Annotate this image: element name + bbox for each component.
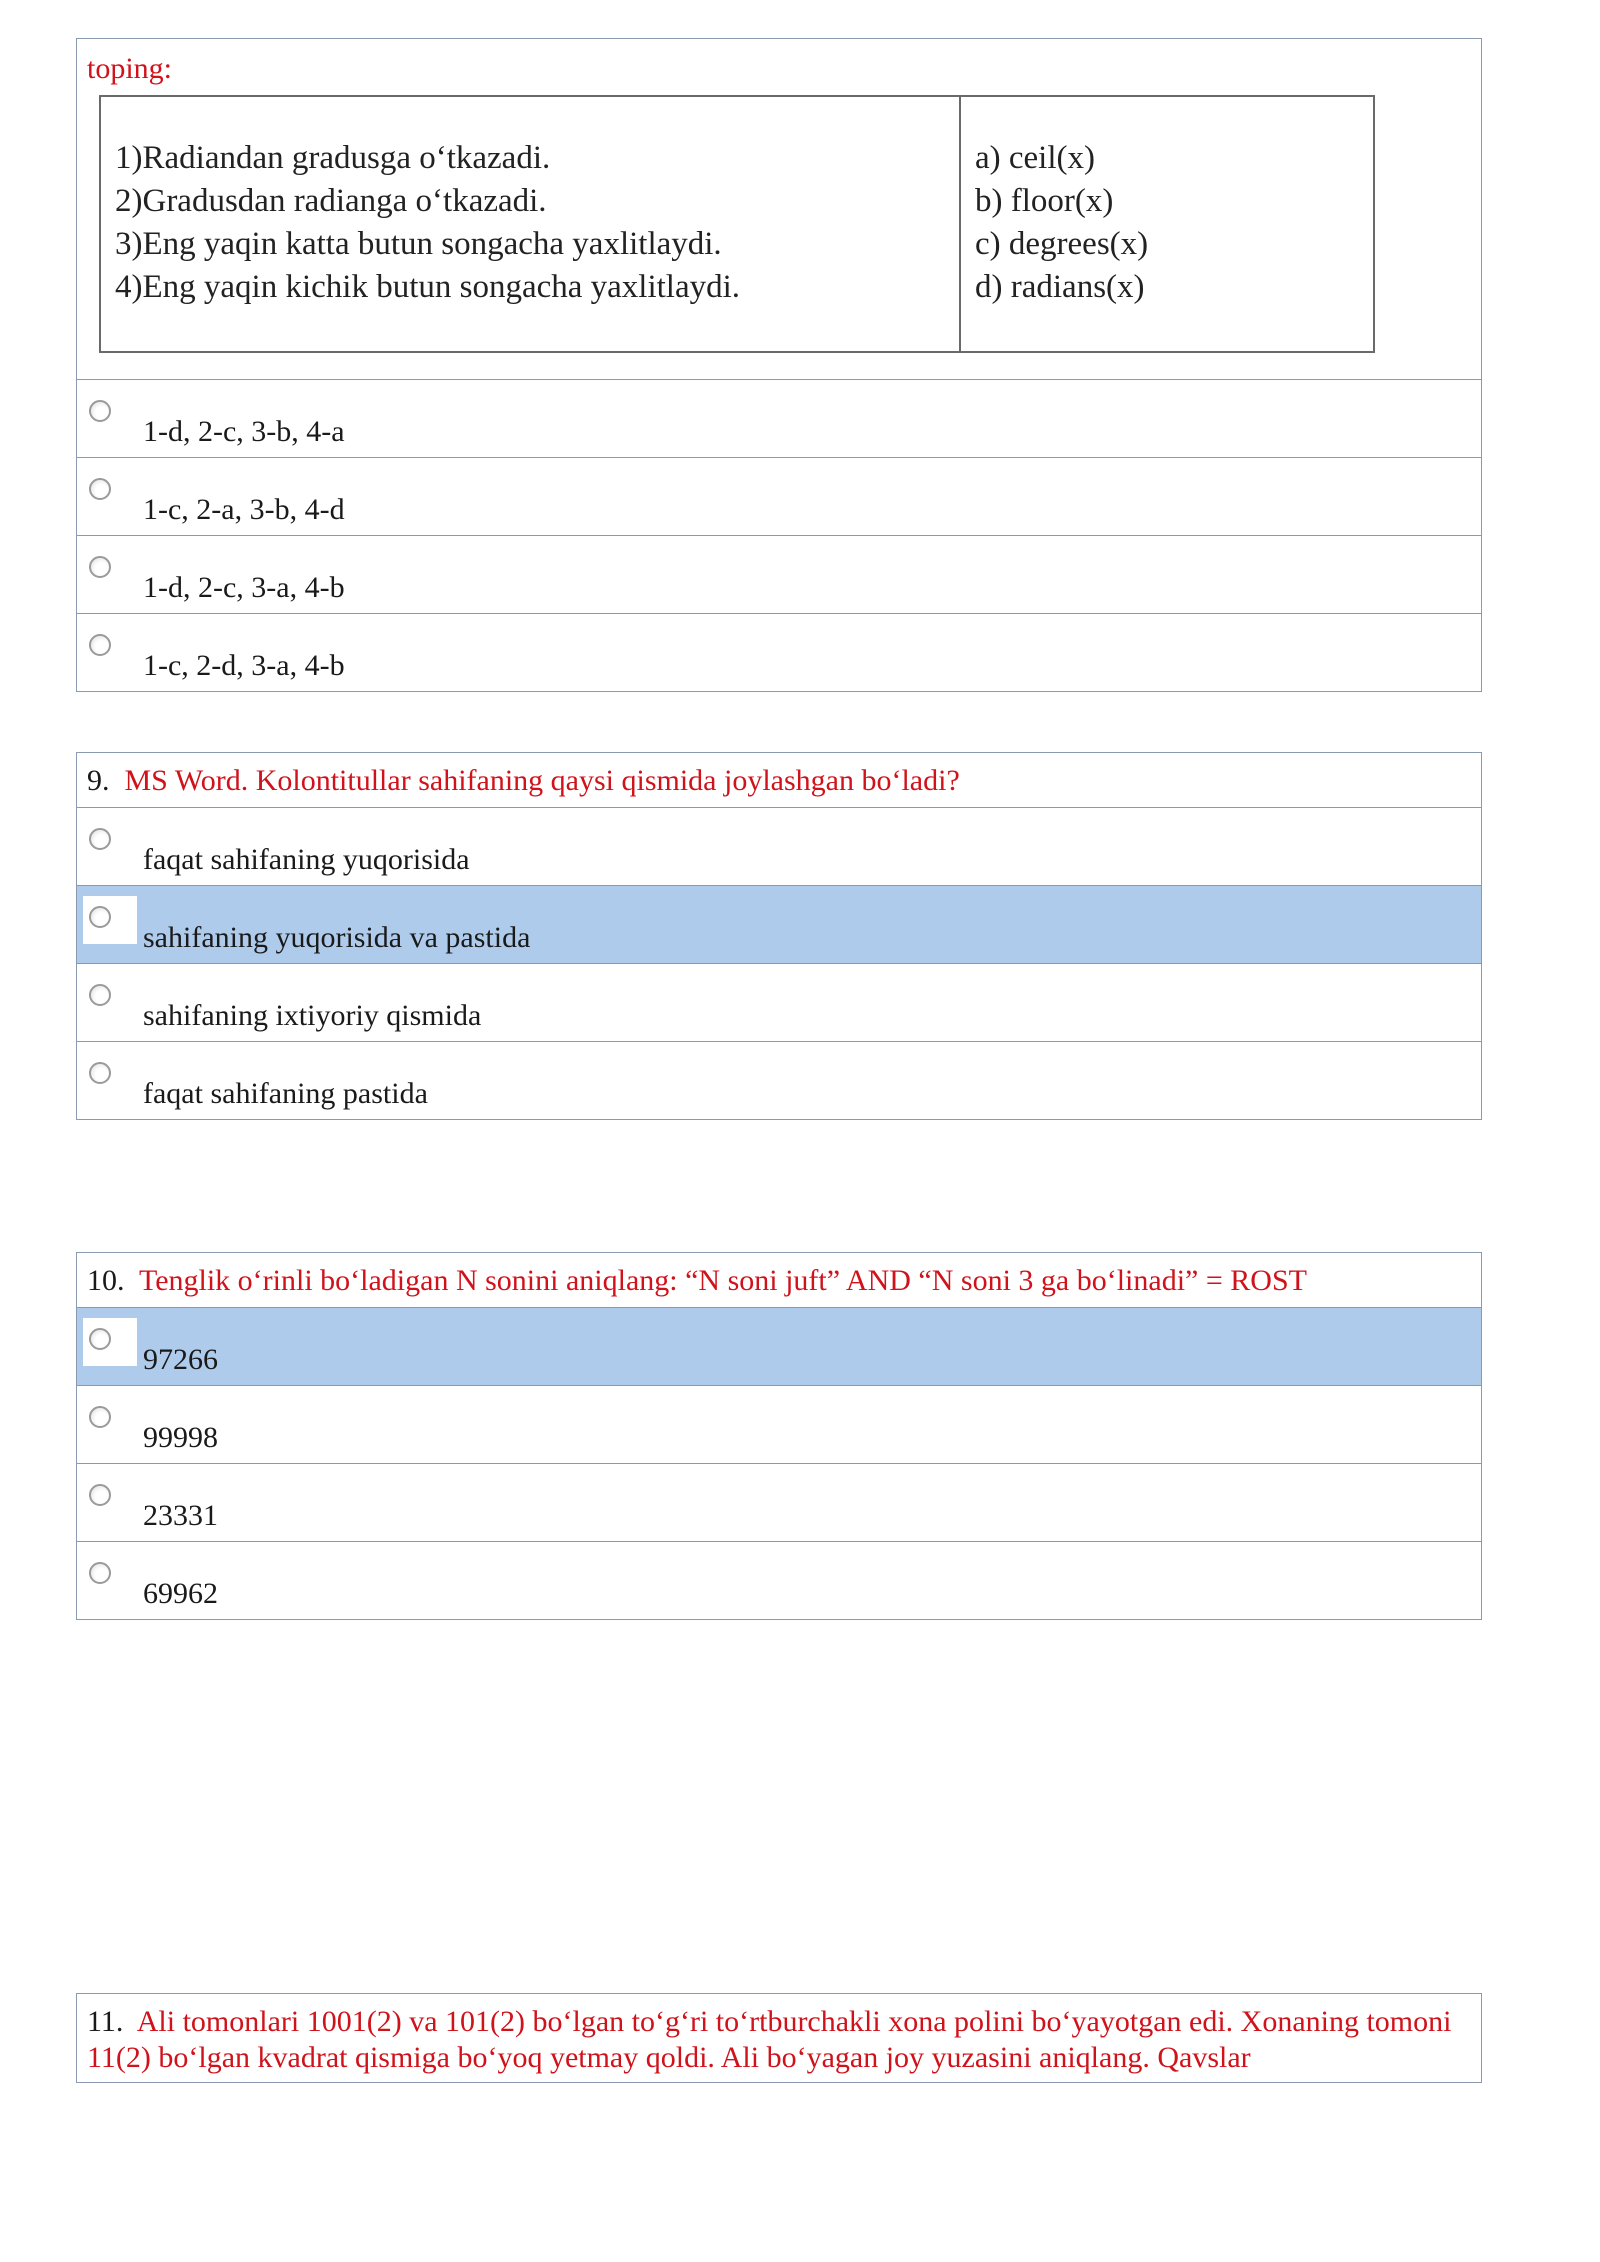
question-text: MS Word. Kolontitullar sahifaning qaysi qismida joylashgan bo‘ladi? <box>124 764 960 797</box>
answer-option[interactable] <box>77 535 1481 613</box>
radio-box <box>83 1318 137 1366</box>
matching-item: 4)Eng yaqin kichik butun songacha yaxlitlaydi. <box>115 269 741 305</box>
matching-table-right <box>961 97 1373 351</box>
matching-choice: b) floor(x) <box>975 183 1114 219</box>
question-11-card <box>76 1993 1482 2083</box>
answer-label: 97266 <box>143 1343 218 1376</box>
question-number: 11. <box>87 2005 124 2038</box>
answer-label: 1-c, 2-a, 3-b, 4-d <box>143 493 345 526</box>
answer-option[interactable] <box>77 1463 1481 1541</box>
matching-table <box>99 95 1375 353</box>
question-10-text <box>77 1253 1481 1307</box>
radio-button[interactable] <box>89 1328 111 1350</box>
question-text: Tenglik o‘rinli bo‘ladigan N sonini aniqlang: “N soni juft” AND “N soni 3 ga bo‘linadi” = ROST <box>138 1264 1307 1297</box>
radio-button[interactable] <box>89 906 111 928</box>
question-number: 10. <box>87 1264 125 1297</box>
answer-label: sahifaning ixtiyoriy qismida <box>143 999 482 1032</box>
answer-option-selected[interactable] <box>77 885 1481 963</box>
answer-label: 23331 <box>143 1499 218 1532</box>
radio-button[interactable] <box>89 634 111 656</box>
matching-item: 2)Gradusdan radianga o‘tkazadi. <box>115 183 547 219</box>
answer-label: 1-d, 2-c, 3-a, 4-b <box>143 571 345 604</box>
answer-option[interactable] <box>77 1385 1481 1463</box>
matching-table-left <box>101 97 961 351</box>
answer-option[interactable] <box>77 807 1481 885</box>
question-text: Ali tomonlari 1001(2) va 101(2) bo‘lgan to‘g‘ri to‘rtburchakli xona polini bo‘yayotgan edi. Xonaning tomoni 11(2) bo‘lgan kvadrat qismiga bo‘yoq yetmay qoldi. Ali bo‘yagan joy yuzasini aniqlang. Qavslar <box>87 2005 1452 2074</box>
answer-label: 69962 <box>143 1577 218 1610</box>
answer-option-selected[interactable] <box>77 1307 1481 1385</box>
answer-label: faqat sahifaning pastida <box>143 1077 428 1110</box>
answer-label: faqat sahifaning yuqorisida <box>143 843 470 876</box>
question-8-card <box>76 38 1482 692</box>
question-9-text <box>77 753 1481 807</box>
answer-label: sahifaning yuqorisida va pastida <box>143 921 531 954</box>
question-11-text <box>77 1994 1481 2082</box>
radio-button[interactable] <box>89 1562 111 1584</box>
answer-option[interactable] <box>77 963 1481 1041</box>
radio-button[interactable] <box>89 1484 111 1506</box>
answer-option[interactable] <box>77 457 1481 535</box>
question-9-card <box>76 752 1482 1120</box>
answer-option[interactable] <box>77 613 1481 691</box>
question-number: 9. <box>87 764 110 797</box>
radio-button[interactable] <box>89 556 111 578</box>
answer-option[interactable] <box>77 1541 1481 1619</box>
radio-button[interactable] <box>89 1406 111 1428</box>
question-10-card <box>76 1252 1482 1620</box>
question-8-body <box>77 39 1481 379</box>
matching-choice: c) degrees(x) <box>975 226 1149 262</box>
answer-option[interactable] <box>77 379 1481 457</box>
answer-label: 1-d, 2-c, 3-b, 4-a <box>143 415 345 448</box>
radio-button[interactable] <box>89 828 111 850</box>
answer-option[interactable] <box>77 1041 1481 1119</box>
matching-item: 3)Eng yaqin katta butun songacha yaxlitlaydi. <box>115 226 722 262</box>
answer-label: 1-c, 2-d, 3-a, 4-b <box>143 649 345 682</box>
matching-choice: d) radians(x) <box>975 269 1145 305</box>
radio-button[interactable] <box>89 984 111 1006</box>
matching-item: 1)Radiandan gradusga o‘tkazadi. <box>115 140 551 176</box>
radio-button[interactable] <box>89 400 111 422</box>
radio-box <box>83 896 137 944</box>
question-8-heading: toping: <box>87 52 173 85</box>
radio-button[interactable] <box>89 478 111 500</box>
matching-choice: a) ceil(x) <box>975 140 1095 176</box>
answer-label: 99998 <box>143 1421 218 1454</box>
radio-button[interactable] <box>89 1062 111 1084</box>
